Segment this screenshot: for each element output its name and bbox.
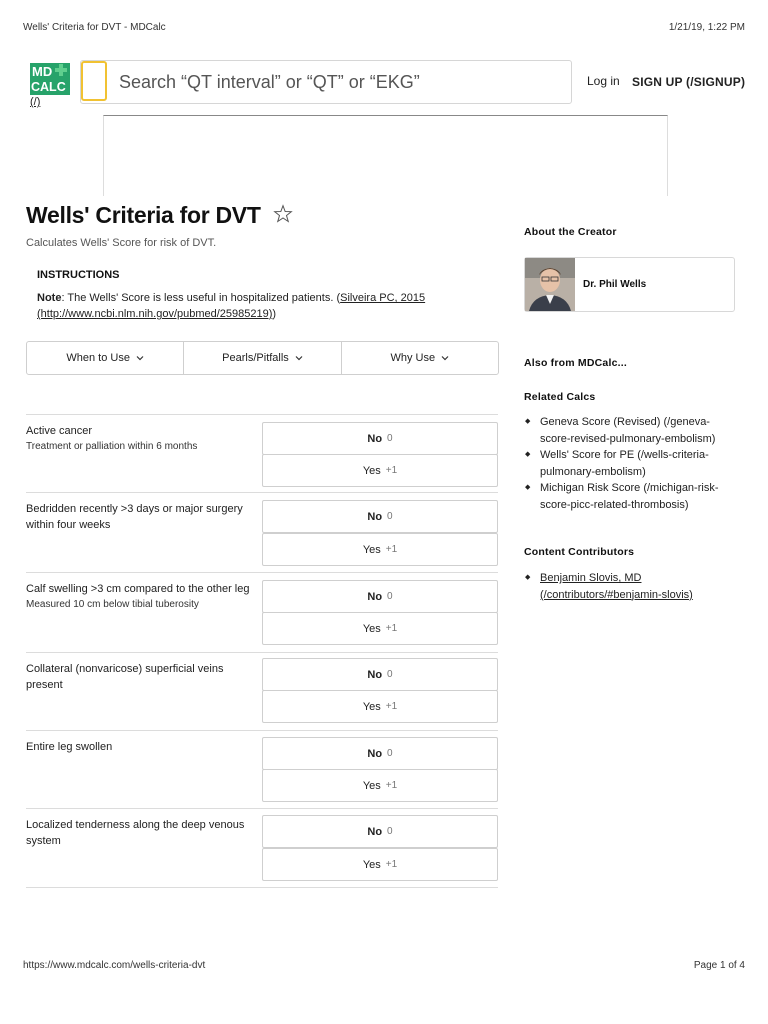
- note-text: : The Wells' Score is less useful in hospitalized patients. (: [61, 292, 341, 304]
- tab-why-use[interactable]: [342, 342, 498, 374]
- contributor-link[interactable]: (/contributors/#benjamin-slovis): [540, 588, 693, 601]
- option-no[interactable]: No 0: [262, 580, 498, 613]
- content-contributors-heading: Content Contributors: [524, 546, 635, 558]
- chevron-down-icon: [295, 355, 303, 361]
- reference-url[interactable]: (http://www.ncbi.nlm.nih.gov/pubmed/25985219): [37, 308, 273, 320]
- related-calc-link[interactable]: ◆ Michigan Risk Score (/michigan-risk-score-picc-related-thrombosis): [524, 480, 739, 513]
- search-box[interactable]: [80, 60, 572, 104]
- related-calcs-heading: Related Calcs: [524, 391, 596, 403]
- note-closing: ): [272, 308, 277, 320]
- option-no[interactable]: No 0: [262, 422, 498, 455]
- print-footer-url: https://www.mdcalc.com/wells-criteria-dvt: [23, 960, 206, 971]
- criterion-row: [26, 414, 498, 493]
- criterion-label: Calf swelling >3 cm compared to the other leg Measured 10 cm below tibial tuberosity: [26, 581, 254, 613]
- option-no[interactable]: No 0: [262, 500, 498, 533]
- tab-when-to-use[interactable]: [27, 342, 184, 374]
- related-calcs-list: [524, 414, 739, 513]
- option-yes[interactable]: Yes +1: [262, 612, 498, 645]
- creator-card[interactable]: [524, 257, 735, 312]
- criterion-row: [26, 572, 498, 653]
- criterion-sublabel: Measured 10 cm below tibial tuberosity: [26, 599, 199, 610]
- criterion-label: Bedridden recently >3 days or major surgery within four weeks: [26, 503, 243, 531]
- option-no[interactable]: No 0: [262, 737, 498, 770]
- about-creator-heading: About the Creator: [524, 226, 617, 238]
- print-header-datetime: 1/21/19, 1:22 PM: [668, 22, 745, 33]
- creator-photo: [525, 258, 575, 311]
- criterion-sublabel: Treatment or palliation within 6 months: [26, 441, 198, 452]
- tab-label: Why Use: [390, 352, 436, 364]
- option-yes[interactable]: Yes +1: [262, 848, 498, 881]
- instructions-note: [37, 290, 477, 322]
- mdcalc-logo[interactable]: [30, 63, 70, 95]
- tab-pearls-pitfalls[interactable]: [184, 342, 341, 374]
- creator-name[interactable]: Dr. Phil Wells: [583, 279, 647, 290]
- contributors-list: [524, 570, 739, 603]
- tab-label: When to Use: [66, 352, 130, 364]
- criterion-row: [26, 808, 498, 888]
- signup-link[interactable]: SIGN UP (/SIGNUP): [632, 75, 746, 89]
- related-calc-link[interactable]: ◆ Wells' Score for PE (/wells-criteria-pulmonary-embolism): [524, 447, 739, 480]
- criterion-row: [26, 492, 498, 573]
- svg-text:MD: MD: [32, 64, 53, 79]
- chevron-down-icon: [441, 355, 449, 361]
- home-link[interactable]: (/): [30, 96, 41, 108]
- criterion-row: [26, 730, 498, 809]
- criterion-row: [26, 652, 498, 731]
- page-subtitle: Calculates Wells' Score for risk of DVT.: [26, 237, 217, 249]
- reference-link[interactable]: Silveira PC, 2015: [340, 292, 426, 304]
- also-from-heading: Also from MDCalc...: [524, 357, 627, 369]
- option-no[interactable]: No 0: [262, 658, 498, 691]
- info-tabs: [26, 341, 499, 375]
- instructions-heading: INSTRUCTIONS: [37, 269, 120, 281]
- criteria-divider: [26, 887, 498, 888]
- option-yes[interactable]: Yes +1: [262, 769, 498, 802]
- print-footer-page: Page 1 of 4: [693, 960, 745, 971]
- contributor-name[interactable]: Benjamin Slovis, MD: [540, 572, 642, 584]
- note-label: Note: [37, 292, 62, 304]
- criterion-label: Collateral (nonvaricose) superficial veins present: [26, 663, 224, 691]
- star-outline-icon[interactable]: [273, 204, 293, 224]
- ad-placeholder: [103, 115, 668, 196]
- page-title: Wells' Criteria for DVT: [26, 202, 261, 228]
- option-no[interactable]: No 0: [262, 815, 498, 848]
- chevron-down-icon: [136, 355, 144, 361]
- tab-label: Pearls/Pitfalls: [222, 352, 289, 364]
- option-yes[interactable]: Yes +1: [262, 454, 498, 487]
- option-yes[interactable]: Yes +1: [262, 690, 498, 723]
- search-accent: [81, 61, 107, 101]
- svg-text:CALC: CALC: [31, 80, 66, 94]
- login-link[interactable]: Log in: [587, 74, 620, 88]
- print-header-title: Wells' Criteria for DVT - MDCalc: [23, 22, 166, 33]
- criterion-label: Localized tenderness along the deep venous system: [26, 819, 245, 847]
- contributor-item[interactable]: [524, 570, 739, 603]
- criterion-label: Active cancer Treatment or palliation within 6 months: [26, 423, 254, 455]
- option-yes[interactable]: Yes +1: [262, 533, 498, 566]
- search-input[interactable]: [117, 69, 561, 95]
- related-calc-link[interactable]: ◆ Geneva Score (Revised) (/geneva-score-revised-pulmonary-embolism): [524, 414, 739, 447]
- criterion-label: Entire leg swollen: [26, 741, 113, 753]
